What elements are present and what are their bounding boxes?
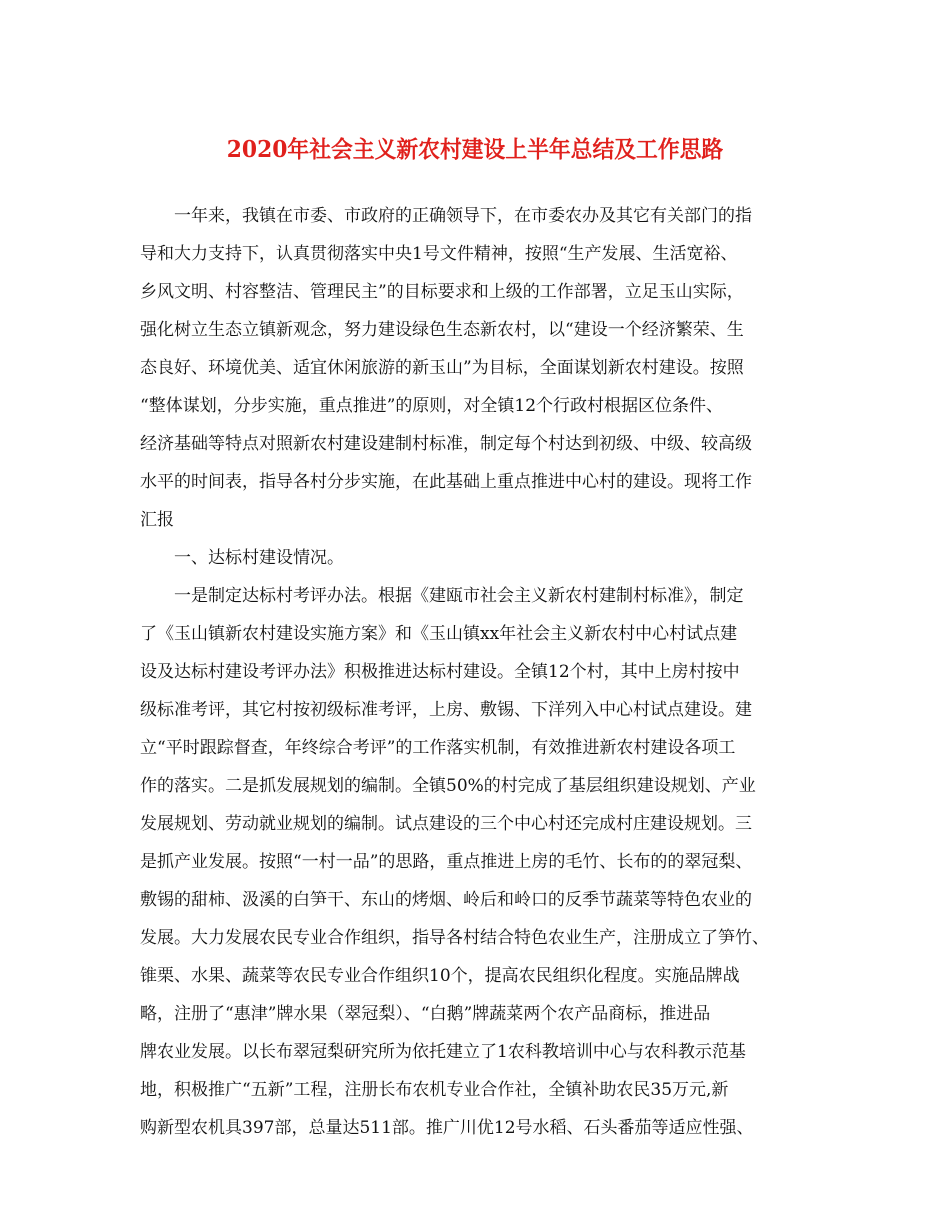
body-line: 导和大力支持下，认真贯彻落实中央1号文件精神，按照“生产发展、生活宽裕、 — [140, 244, 738, 264]
body-line: 购新型农机具397部，总量达511部。推广川优12号水稻、石头番茄等适应性强、 — [140, 1118, 754, 1138]
body-line: 态良好、环境优美、适宜休闲旅游的新玉山”为目标，全面谋划新农村建设。按照 — [140, 358, 744, 378]
body-line: 锥栗、水果、蔬菜等农民专业合作组织10个，提高农民组织化程度。实施品牌战 — [140, 966, 740, 986]
body-line: 强化树立生态立镇新观念，努力建设绿色生态新农村，以“建设一个经济繁荣、生 — [140, 320, 744, 340]
body-line: 一年来，我镇在市委、市政府的正确领导下，在市委农办及其它有关部门的指 — [140, 206, 752, 226]
body-line: 乡风文明、村容整洁、管理民主”的目标要求和上级的工作部署，立足玉山实际， — [140, 282, 744, 302]
body-line: “整体谋划，分步实施，重点推进”的原则，对全镇12个行政村根据区位条件、 — [140, 396, 724, 416]
body-line: 经济基础等特点对照新农村建设建制村标准，制定每个村达到初级、中级、较高级 — [140, 434, 752, 454]
body-line: 牌农业发展。以长布翠冠梨研究所为依托建立了1农科教培训中心与农科教示范基 — [140, 1042, 746, 1062]
body-line: 发展规划、劳动就业规划的编制。试点建设的三个中心村还完成村庄建设规划。三 — [140, 814, 752, 834]
body-line: 汇报 — [140, 510, 174, 530]
body-line: 设及达标村建设考评办法》积极推进达标村建设。全镇12个村，其中上房村按中 — [140, 662, 740, 682]
body-line: 地，积极推广“五新”工程，注册长布农机专业合作社，全镇补助农民35万元,新 — [140, 1080, 729, 1100]
document-title: 2020年社会主义新农村建设上半年总结及工作思路 — [226, 136, 724, 163]
body-line: 立“平时跟踪督查，年终综合考评”的工作落实机制，有效推进新农村建设各项工 — [140, 738, 736, 758]
body-line: 作的落实。二是抓发展规划的编制。全镇50%的村完成了基层组织建设规划、产业 — [140, 776, 756, 796]
body-line: 级标准考评，其它村按初级标准考评，上房、敷锡、下洋列入中心村试点建设。建 — [140, 700, 752, 720]
section-heading: 一、达标村建设情况。 — [140, 548, 344, 568]
body-line: 是抓产业发展。按照“一村一品”的思路，重点推进上房的毛竹、长布的的翠冠梨、 — [140, 852, 753, 872]
body-line: 了《玉山镇新农村建设实施方案》和《玉山镇xx年社会主义新农村中心村试点建 — [140, 624, 738, 644]
body-line: 一是制定达标村考评办法。根据《建瓯市社会主义新农村建制村标准》，制定 — [140, 586, 744, 606]
body-line: 敷锡的甜柿、汲溪的白笋干、东山的烤烟、岭后和岭口的反季节蔬菜等特色农业的 — [140, 890, 752, 910]
body-line: 水平的时间表，指导各村分步实施，在此基础上重点推进中心村的建设。现将工作 — [140, 472, 752, 492]
body-line: 略，注册了“惠津”牌水果（翠冠梨）、“白鹅”牌蔬菜两个农产品商标，推进品 — [140, 1004, 711, 1024]
body-line: 发展。大力发展农民专业合作组织，指导各村结合特色农业生产，注册成立了笋竹、 — [140, 928, 769, 948]
